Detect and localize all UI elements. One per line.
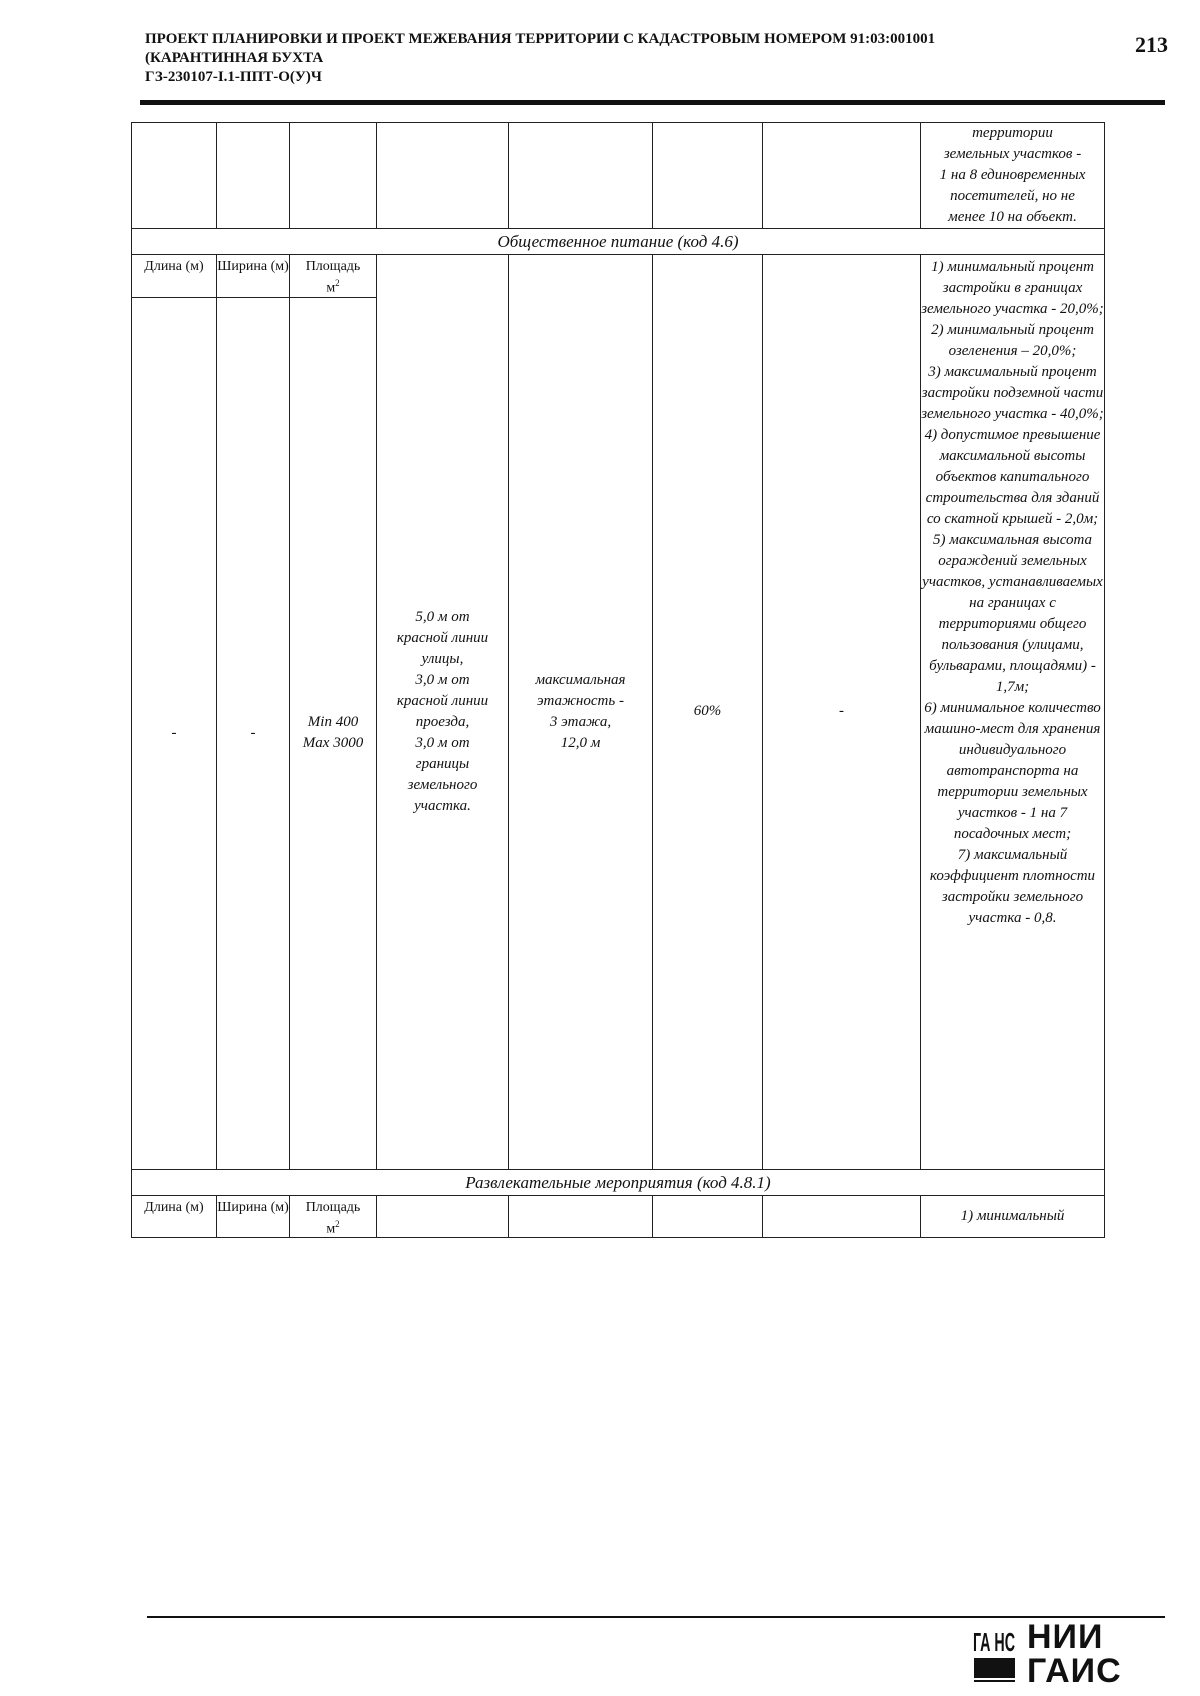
- note-item: 4) допустимое превышение максимальной высоты объектов капитального строительства для зданий со скатной крышей - 2,0м;: [924, 427, 1101, 527]
- setback-line: красной линии: [396, 692, 489, 709]
- document-header: [145, 30, 1105, 87]
- area-unit: м: [326, 280, 336, 296]
- section-title: Развлекательные мероприятия (код 4.8.1): [132, 1169, 1105, 1195]
- area-value: [290, 297, 377, 1169]
- area-unit-sup: 2: [335, 1218, 340, 1229]
- floors-cell: [509, 255, 653, 1170]
- floors-line: 12,0 м: [560, 734, 601, 751]
- logo-mark-icon: [972, 1624, 1017, 1684]
- other-cell: -: [763, 255, 921, 1170]
- continuation-note-line: посетителей, но не: [950, 188, 1075, 204]
- section-title: Общественное питание (код 4.6): [132, 229, 1105, 255]
- area-label: Площадь: [305, 1199, 361, 1215]
- floors-line: 3 этажа,: [549, 713, 612, 730]
- note-item: 2) минимальный процент озеленения – 20,0%;: [931, 322, 1094, 359]
- table-row-subheader: [132, 1195, 1105, 1238]
- area-min: Min 400: [307, 714, 359, 731]
- setback-line: границы: [415, 755, 470, 772]
- notes-cell: [921, 255, 1105, 1170]
- area-label: Площадь: [305, 259, 361, 274]
- note-start: 1) минимальный: [921, 1195, 1105, 1238]
- niigais-logo: [972, 1620, 1167, 1690]
- footer-divider: [147, 1616, 1165, 1618]
- column-header-width: Ширина (м): [217, 1195, 290, 1238]
- continuation-note-line: 1 на 8 единовременных: [939, 167, 1086, 183]
- area-unit: м: [326, 1221, 336, 1237]
- setback-line: земельного: [407, 776, 478, 793]
- regulations-table: [131, 122, 1105, 1238]
- floors-line: максимальная: [535, 671, 626, 688]
- note-item: 3) максимальный процент застройки подземной части земельного участка - 40,0%;: [921, 364, 1104, 422]
- page-number: 213: [1135, 32, 1168, 57]
- continuation-note-line: земельных участков -: [943, 146, 1082, 162]
- setback-line: проезда,: [415, 713, 470, 730]
- continuation-note-cell: [921, 123, 1105, 229]
- table-row-continuation: [132, 123, 1105, 229]
- table-row-subheader: [132, 255, 1105, 298]
- setback-line: участка.: [414, 797, 471, 814]
- continuation-note-line: территории: [972, 125, 1053, 141]
- setback-line: красной линии: [396, 629, 489, 646]
- setback-line: 3,0 м от: [415, 671, 470, 688]
- column-header-width: Ширина (м): [217, 255, 290, 298]
- section-row-catering: [132, 229, 1105, 255]
- area-max: Max 3000: [302, 735, 364, 752]
- header-line-2: (КАРАНТИННАЯ БУХТА: [145, 50, 324, 66]
- setback-line: улицы,: [421, 650, 464, 667]
- setback-line: 3,0 м от: [415, 734, 470, 751]
- note-item: 1) минимальный процент застройки в границах земельного участка - 20,0%;: [921, 259, 1104, 317]
- coverage-cell: 60%: [653, 255, 763, 1170]
- column-header-area: [290, 255, 377, 298]
- width-value: -: [217, 297, 290, 1169]
- section-row-entertainment: [132, 1169, 1105, 1195]
- column-header-area: [290, 1195, 377, 1238]
- note-item: 6) минимальное количество машино-мест для хранения индивидуального автотранспорта на территории земельных участков - 1 на 7 посадочных мест;: [924, 700, 1101, 842]
- setback-line: 5,0 м от: [415, 608, 470, 625]
- area-unit-sup: 2: [335, 278, 340, 288]
- note-item: 5) максимальная высота ограждений земельных участков, устанавливаемых на границах с территориями общего пользования (улицами, бульварами, площадями) - 1,7м;: [922, 532, 1103, 695]
- header-divider: [140, 100, 1165, 105]
- logo-mark-glyphs: ГА НС: [973, 1627, 1016, 1657]
- column-header-length: Длина (м): [132, 255, 217, 298]
- logo-text: [1027, 1620, 1122, 1688]
- continuation-note-line: менее 10 на объект.: [948, 209, 1077, 225]
- column-header-length: Длина (м): [132, 1195, 217, 1238]
- logo-text-bottom: ГАИС: [1027, 1652, 1122, 1690]
- length-value: -: [132, 297, 217, 1169]
- logo-text-top: НИИ: [1027, 1618, 1104, 1656]
- note-item: 7) максимальный коэффициент плотности застройки земельного участка - 0,8.: [929, 847, 1096, 926]
- floors-line: этажность -: [537, 692, 624, 709]
- header-line-3: ГЗ-230107-I.1-ППТ-О(У)Ч: [145, 69, 322, 85]
- setbacks-cell: [377, 255, 509, 1170]
- header-line-1: ПРОЕКТ ПЛАНИРОВКИ И ПРОЕКТ МЕЖЕВАНИЯ ТЕРРИТОРИИ С КАДАСТРОВЫМ НОМЕРОМ 91:03:001001: [145, 31, 936, 47]
